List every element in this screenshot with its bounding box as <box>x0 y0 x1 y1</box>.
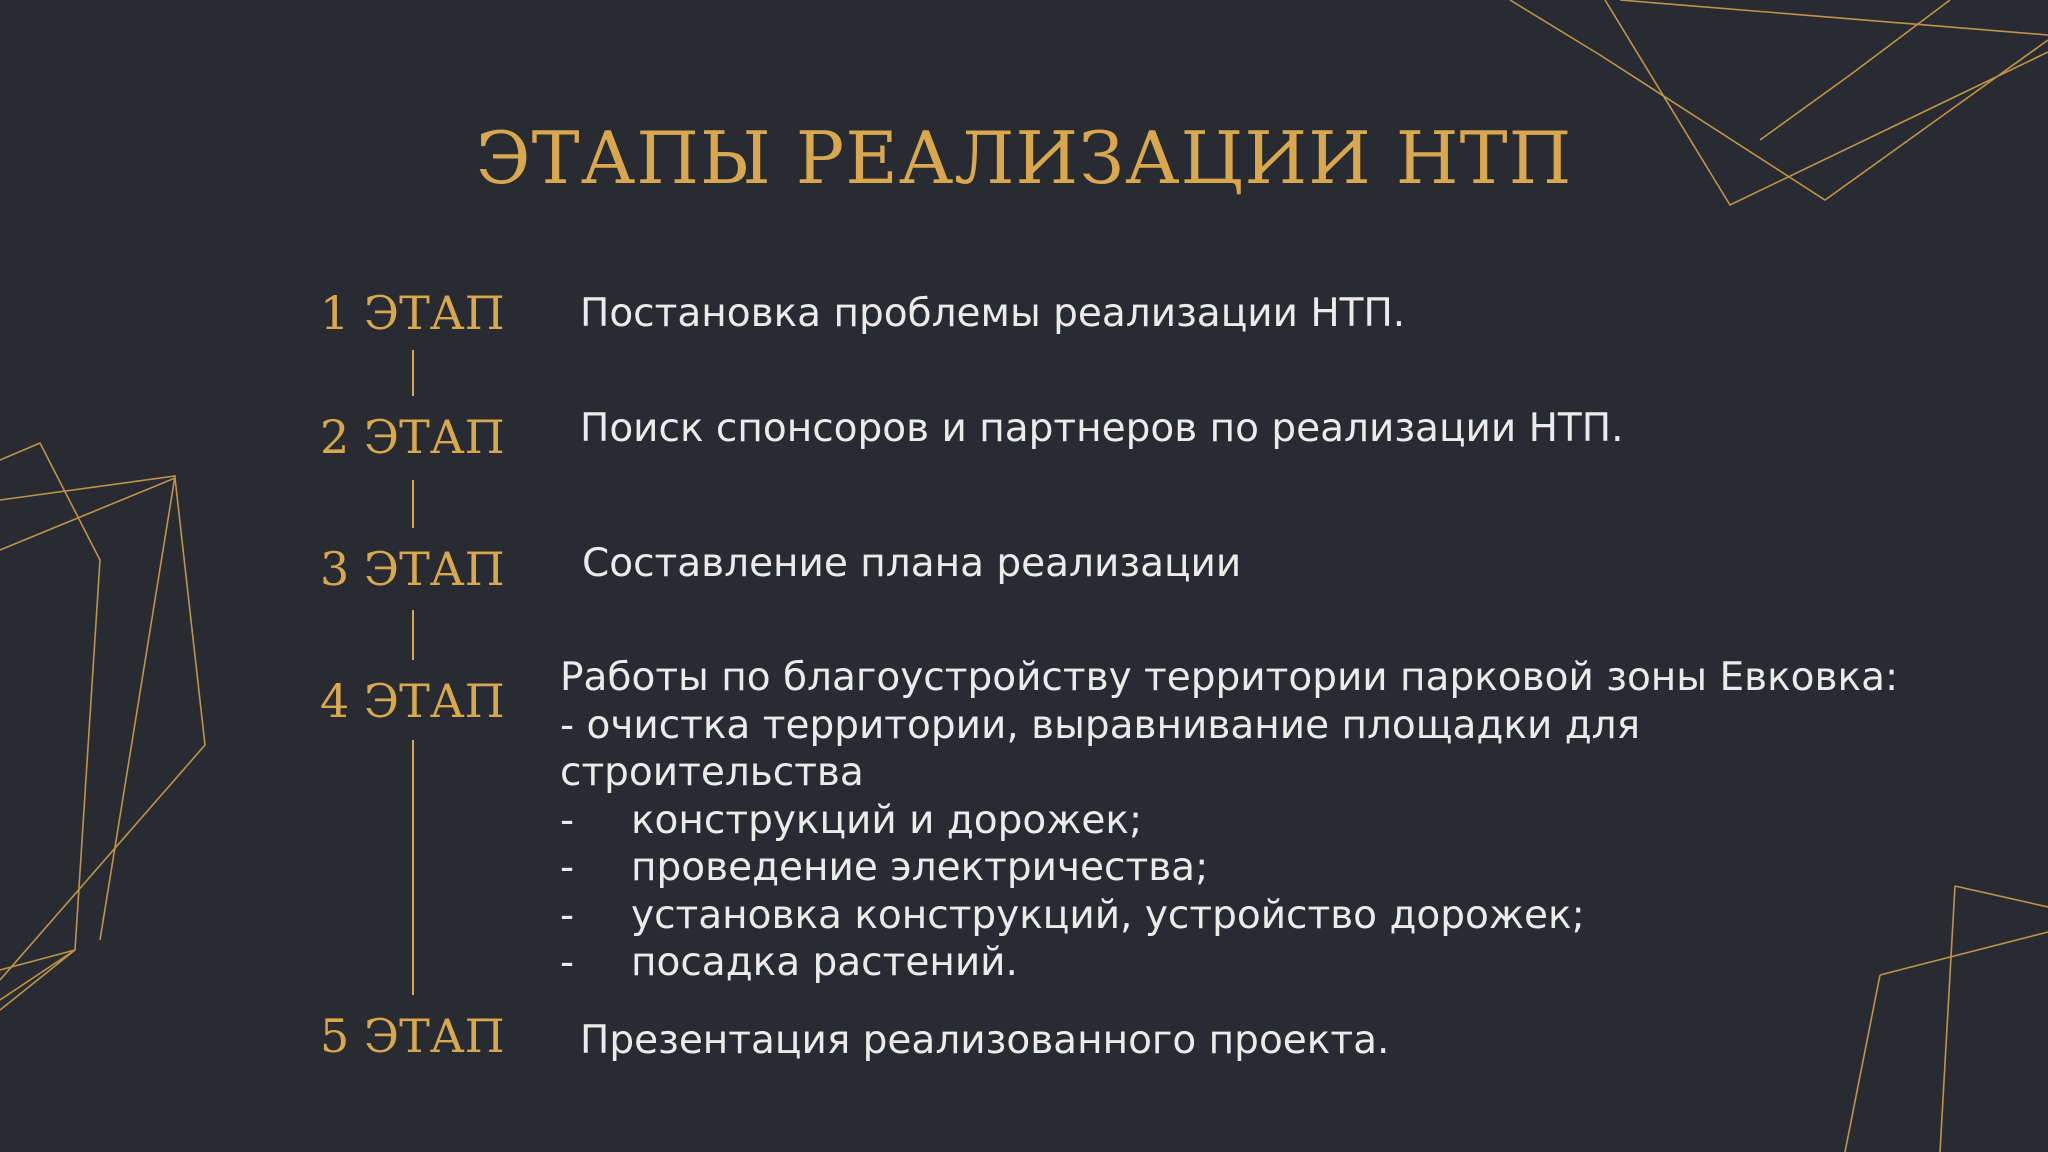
stage-1-text: Постановка проблемы реализации НТП. <box>580 291 1406 336</box>
page-title: ЭТАПЫ РЕАЛИЗАЦИИ НТП <box>475 116 1573 200</box>
stage-4-bullet: - установка конструкций, устройство дорожек; <box>560 892 1585 938</box>
timeline-connector <box>412 610 414 660</box>
stage-2-label: 2 ЭТАП <box>320 410 505 464</box>
stage-4-label: 4 ЭТАП <box>320 674 505 728</box>
stage-4-bullet: - проведение электричества; <box>560 845 1209 890</box>
stage-4-line: Работы по благоустройству территории парковой зоны Евковка: <box>560 655 1899 700</box>
stage-4-line: строительства <box>560 750 864 795</box>
timeline-connector <box>412 480 414 528</box>
stage-1-label: 1 ЭТАП <box>320 286 505 340</box>
stage-3-label: 3 ЭТАП <box>320 542 505 596</box>
stage-5-label: 5 ЭТАП <box>320 1009 505 1063</box>
stage-4-bullet: - посадка растений. <box>560 940 1018 985</box>
timeline-connector <box>412 350 414 396</box>
stage-4-text <box>560 654 1898 987</box>
stage-4-bullet: - конструкций и дорожек; <box>560 797 1143 843</box>
stage-3-text: Составление плана реализации <box>582 541 1242 586</box>
stage-5-text: Презентация реализованного проекта. <box>580 1018 1390 1063</box>
timeline-connector <box>412 740 414 995</box>
stage-4-line: - очистка территории, выравнивание площадки для <box>560 702 1641 748</box>
stage-2-text: Поиск спонсоров и партнеров по реализации НТП. <box>580 406 1624 451</box>
